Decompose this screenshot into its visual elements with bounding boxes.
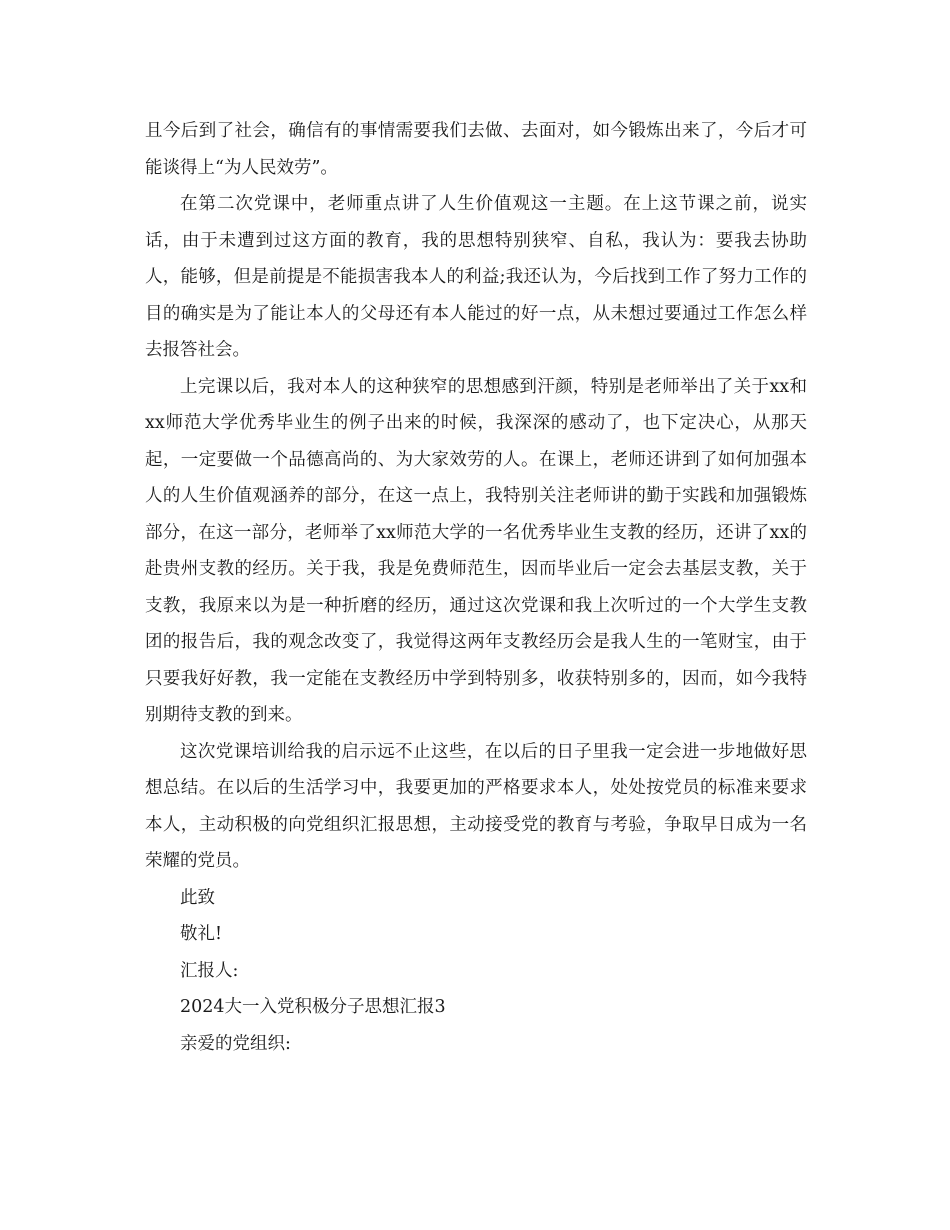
closing-regards: 敬礼! [180, 924, 223, 944]
closing-salutation: 此致 [180, 887, 215, 908]
paragraph-continuation: 且今后到了社会，确信有的事情需要我们去做、去面对，如今锻炼出来了，今后才可能谈得上“为人民效劳”。 [145, 121, 807, 178]
document-body [145, 113, 807, 1062]
next-report-greeting: 亲爱的党组织: [180, 1033, 291, 1054]
closing-reporter: 汇报人: [180, 960, 239, 981]
paragraph-conclusion: 这次党课培训给我的启示远不止这些，在以后的日子里我一定会进一步地做好思想总结。在以后的生活学习中，我要更加的严格要求本人，处处按党员的标准来要求本人，主动积极的向党组织汇报思想，主动接受党的教育与考验，争取早日成为一名荣耀的党员。 [145, 741, 807, 871]
next-report-title: 2024大一入党积极分子思想汇报3 [180, 997, 446, 1017]
paragraph-second-lesson: 在第二次党课中，老师重点讲了人生价值观这一主题。在上这节课之前，说实话，由于未遭到过这方面的教育，我的思想特别狭窄、自私，我认为：要我去协助人，能够，但是前提是不能损害我本人的利益;我还认为，今后找到工作了努力工作的目的确实是为了能让本人的父母还有本人能过的好一点，从未想过要通过工作怎么样去报答社会。 [145, 194, 807, 360]
paragraph-after-lesson: 上完课以后，我对本人的这种狭窄的思想感到汗颜，特别是老师举出了关于xx和xx师范大学优秀毕业生的例子出来的时候，我深深的感动了，也下定决心，从那天起，一定要做一个品德高尚的、为大家效劳的人。在课上，老师还讲到了如何加强本人的人生价值观涵养的部分，在这一点上，我特别关注老师讲的勤于实践和加强锻炼部分，在这一部分，老师举了xx师范大学的一名优秀毕业生支教的经历，还讲了xx的赴贵州支教的经历。关于我，我是免费师范生，因而毕业后一定会去基层支教，关于支教，我原来以为是一种折磨的经历，通过这次党课和我上次听过的一个大学生支教团的报告后，我的观念改变了，我觉得这两年支教经历会是我人生的一笔财宝，由于只要我好好教，我一定能在支教经历中学到特别多，收获特别多的，因而，如今我特别期待支教的到来。 [145, 376, 807, 725]
